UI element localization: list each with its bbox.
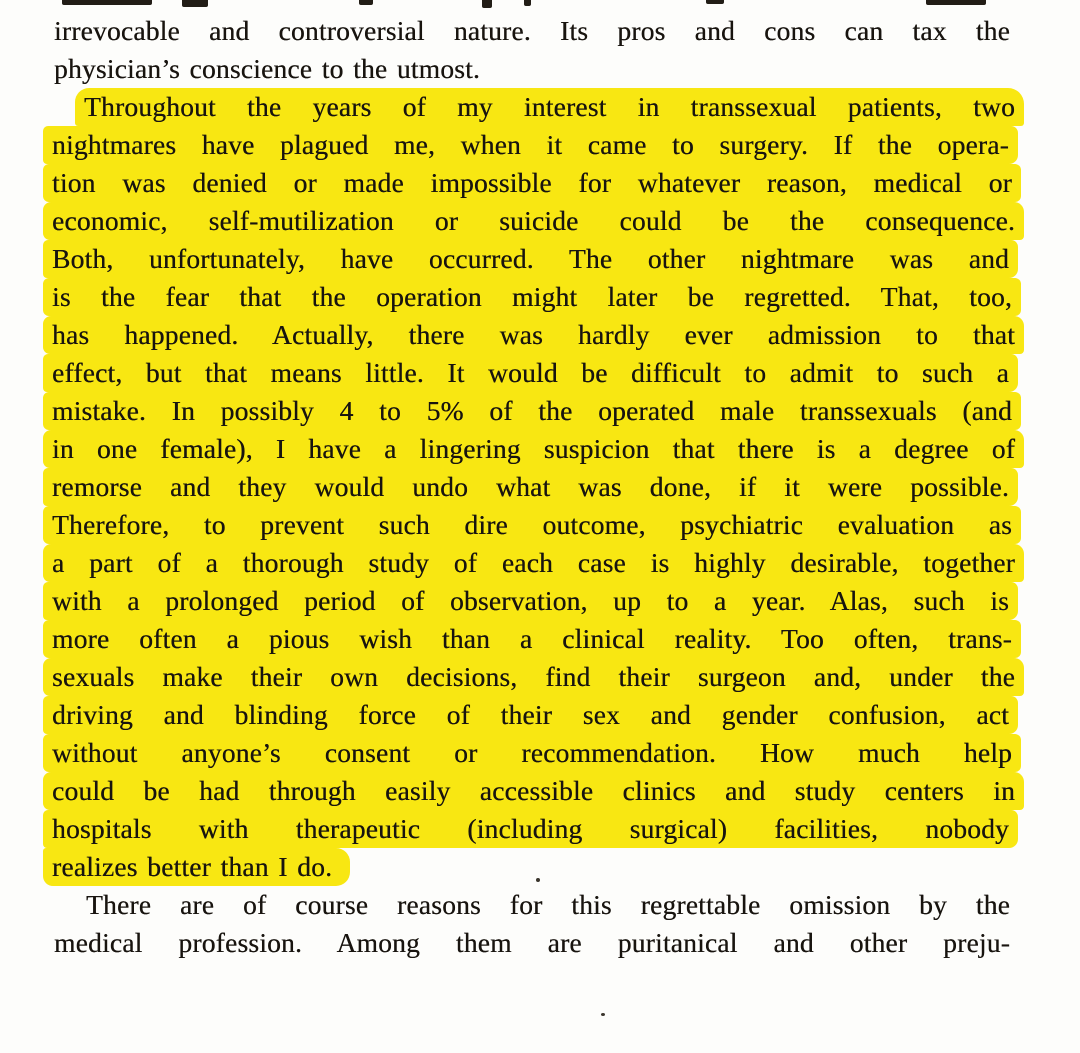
text-line: physician’s conscience to the utmost. xyxy=(54,53,480,84)
text-line: irrevocable and controversial nature. Its pros and cons can tax the xyxy=(54,15,1010,46)
highlighted-text-line: has happened. Actually, there was hardly ever admission to that xyxy=(43,316,1024,354)
highlighted-text-line: without anyone’s consent or recommendation. How much help xyxy=(43,734,1021,772)
text-line: There are of course reasons for this regrettable omission by the xyxy=(86,889,1010,920)
scan-speck xyxy=(601,1013,605,1016)
highlighted-text-line: hospitals with therapeutic (including surgical) facilities, nobody xyxy=(43,810,1018,848)
highlighted-text-line: effect, but that means little. It would be difficult to admit to such a xyxy=(43,354,1018,392)
highlighted-text-line: sexuals make their own decisions, find their surgeon and, under the xyxy=(43,658,1024,696)
highlighted-text-line: economic, self-mutilization or suicide could be the consequence. xyxy=(43,202,1024,240)
body-text xyxy=(52,12,1015,962)
text-line: medical profession. Among them are puritanical and other preju- xyxy=(54,927,1010,958)
cropped-line-fragment xyxy=(62,0,152,5)
highlighted-text-line: Throughout the years of my interest in transsexual patients, two xyxy=(75,88,1024,126)
highlighted-text-line: remorse and they would undo what was done, if it were possible. xyxy=(43,468,1018,506)
highlighted-text-line: tion was denied or made impossible for whatever reason, medical or xyxy=(43,164,1021,202)
highlighted-text-line: Both, unfortunately, have occurred. The other nightmare was and xyxy=(43,240,1018,278)
cropped-line-fragment xyxy=(524,0,531,6)
scan-speck xyxy=(536,878,540,882)
highlighted-text-line: in one female), I have a lingering suspicion that there is a degree of xyxy=(43,430,1024,468)
cropped-line-fragment xyxy=(926,0,986,5)
highlighted-text-line: with a prolonged period of observation, up to a year. Alas, such is xyxy=(43,582,1018,620)
highlighted-text-line: realizes better than I do. xyxy=(43,848,350,886)
highlighted-text-line: driving and blinding force of their sex and gender confusion, act xyxy=(43,696,1018,734)
highlighted-text-line: nightmares have plagued me, when it came to surgery. If the opera- xyxy=(43,126,1018,164)
highlighted-text-line: Therefore, to prevent such dire outcome, psychiatric evaluation as xyxy=(43,506,1021,544)
highlighted-text-line: could be had through easily accessible clinics and study centers in xyxy=(43,772,1024,810)
cropped-top-line-remnants xyxy=(54,0,1010,10)
highlighted-text-line: is the fear that the operation might later be regretted. That, too, xyxy=(43,278,1021,316)
cropped-line-fragment xyxy=(482,0,492,8)
cropped-line-fragment xyxy=(706,0,724,4)
highlighted-text-line: more often a pious wish than a clinical reality. Too often, trans- xyxy=(43,620,1021,658)
highlighted-text-line: a part of a thorough study of each case is highly desirable, together xyxy=(43,544,1024,582)
highlighted-text-line: mistake. In possibly 4 to 5% of the operated male transsexuals (and xyxy=(43,392,1021,430)
cropped-line-fragment xyxy=(359,0,373,5)
cropped-line-fragment xyxy=(182,0,208,7)
